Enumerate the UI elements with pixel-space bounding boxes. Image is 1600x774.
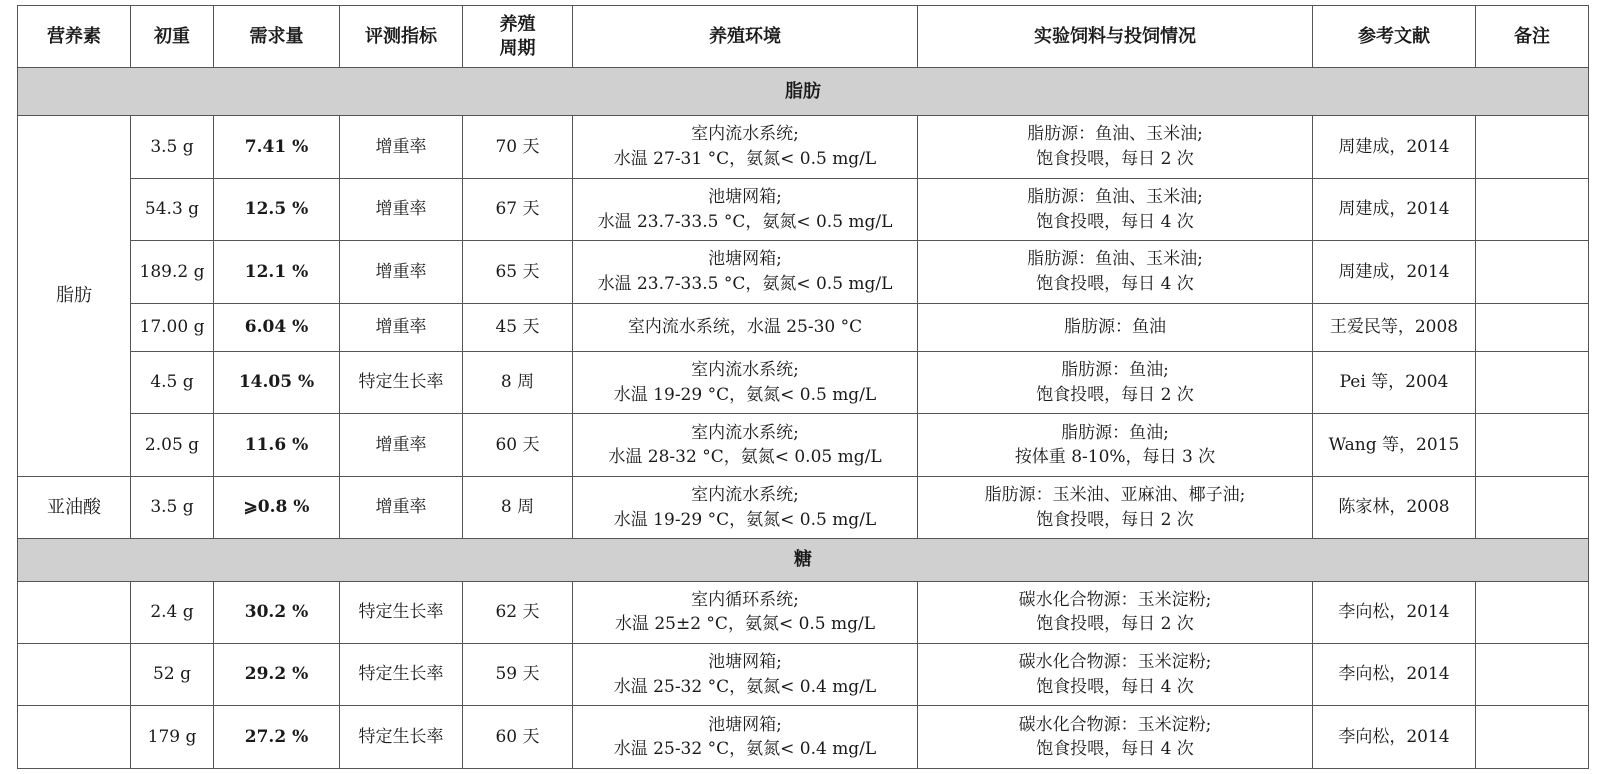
cell-requirement: 11.6 % xyxy=(214,414,340,476)
cell-note xyxy=(1476,178,1589,240)
table-row xyxy=(18,352,1589,414)
cell-reference: 李向松，2014 xyxy=(1313,644,1476,706)
cell-feed xyxy=(918,116,1313,178)
table-row xyxy=(18,241,1589,303)
feed-line-2: 饱食投喂，每日 2 次 xyxy=(1036,384,1194,405)
feed-line-1: 脂肪源：鱼油、玉米油; xyxy=(1027,249,1203,270)
cell-initial-weight: 3.5 g xyxy=(131,476,214,538)
feed-line-2: 饱食投喂，每日 4 次 xyxy=(1036,273,1194,294)
env-line-2: 水温 27-31 °C，氨氮< 0.5 mg/L xyxy=(613,149,877,170)
cell-initial-weight: 3.5 g xyxy=(131,116,214,178)
cell-metric: 特定生长率 xyxy=(340,644,463,706)
cell-requirement: ⩾0.8 % xyxy=(214,476,340,538)
env-line-1: 室内流水系统; xyxy=(691,422,799,443)
feed-line-1: 脂肪源：鱼油、玉米油; xyxy=(1027,186,1203,207)
cell-feed xyxy=(918,644,1313,706)
cell-note xyxy=(1476,303,1589,351)
cell-note xyxy=(1476,644,1589,706)
feed-line-1: 碳水化合物源：玉米淀粉; xyxy=(1018,714,1212,735)
header-reference: 参考文献 xyxy=(1313,6,1476,68)
cell-environment xyxy=(573,644,918,706)
cell-note xyxy=(1476,706,1589,769)
cell-environment xyxy=(573,116,918,178)
env-line-1: 池塘网箱; xyxy=(708,714,782,735)
nutrient-cell-empty xyxy=(18,706,131,769)
feed-line-2: 饱食投喂，每日 2 次 xyxy=(1036,614,1194,635)
cell-initial-weight: 189.2 g xyxy=(131,241,214,303)
cell-reference: Pei 等，2004 xyxy=(1313,352,1476,414)
cell-requirement: 12.5 % xyxy=(214,178,340,240)
table-row xyxy=(18,644,1589,706)
cell-reference: 李向松，2014 xyxy=(1313,706,1476,769)
cell-requirement: 29.2 % xyxy=(214,644,340,706)
cell-metric: 增重率 xyxy=(340,476,463,538)
cell-reference: 周建成，2014 xyxy=(1313,241,1476,303)
cell-environment xyxy=(573,706,918,769)
cell-cycle: 60 天 xyxy=(463,414,573,476)
feed-line-2: 按体重 8-10%，每日 3 次 xyxy=(1014,447,1216,468)
nutrient-cell-fat: 脂肪 xyxy=(18,116,131,477)
cell-reference: 王爱民等，2008 xyxy=(1313,303,1476,351)
cell-reference: 周建成，2014 xyxy=(1313,178,1476,240)
cell-environment xyxy=(573,476,918,538)
env-line-2: 水温 25±2 °C，氨氮< 0.5 mg/L xyxy=(614,614,876,635)
env-line-1: 室内流水系统; xyxy=(691,124,799,145)
feed-line-2: 饱食投喂，每日 4 次 xyxy=(1036,739,1194,760)
cell-feed xyxy=(918,476,1313,538)
header-requirement: 需求量 xyxy=(214,6,340,68)
cell-environment xyxy=(573,352,918,414)
cell-note xyxy=(1476,581,1589,643)
cell-requirement: 12.1 % xyxy=(214,241,340,303)
cell-cycle: 59 天 xyxy=(463,644,573,706)
env-line-2: 水温 19-29 °C，氨氮< 0.5 mg/L xyxy=(613,384,877,405)
cell-metric: 特定生长率 xyxy=(340,352,463,414)
cell-environment xyxy=(573,581,918,643)
env-line-1: 室内流水系统; xyxy=(691,360,799,381)
cell-metric: 特定生长率 xyxy=(340,581,463,643)
cell-feed xyxy=(918,706,1313,769)
cell-cycle: 8 周 xyxy=(463,476,573,538)
cell-environment xyxy=(573,414,918,476)
table-row xyxy=(18,303,1589,351)
feed-line-1: 脂肪源：鱼油; xyxy=(1061,422,1169,443)
cell-initial-weight: 17.00 g xyxy=(131,303,214,351)
table-row xyxy=(18,476,1589,538)
cell-initial-weight: 2.4 g xyxy=(131,581,214,643)
env-line-2: 水温 19-29 °C，氨氮< 0.5 mg/L xyxy=(613,509,877,530)
env-line-1: 池塘网箱; xyxy=(708,249,782,270)
env-line-2: 水温 23.7-33.5 °C，氨氮< 0.5 mg/L xyxy=(597,273,893,294)
env-line-2: 水温 25-32 °C，氨氮< 0.4 mg/L xyxy=(613,676,877,697)
cell-note xyxy=(1476,414,1589,476)
nutrient-cell-empty xyxy=(18,644,131,706)
header-feed: 实验饲料与投饲情况 xyxy=(918,6,1313,68)
cell-requirement: 14.05 % xyxy=(214,352,340,414)
cell-initial-weight: 2.05 g xyxy=(131,414,214,476)
nutrient-requirement-table xyxy=(17,5,1589,769)
cell-environment xyxy=(573,241,918,303)
table-row xyxy=(18,581,1589,643)
cell-requirement: 27.2 % xyxy=(214,706,340,769)
cell-initial-weight: 179 g xyxy=(131,706,214,769)
feed-line-1: 脂肪源：鱼油、玉米油; xyxy=(1027,124,1203,145)
cell-cycle: 65 天 xyxy=(463,241,573,303)
cell-metric: 增重率 xyxy=(340,241,463,303)
table-row xyxy=(18,178,1589,240)
cell-reference: Wang 等，2015 xyxy=(1313,414,1476,476)
section-row-sugar xyxy=(18,539,1589,581)
header-initial-weight: 初重 xyxy=(131,6,214,68)
cell-environment: 室内流水系统，水温 25-30 °C xyxy=(573,303,918,351)
cell-note xyxy=(1476,116,1589,178)
nutrient-cell-linoleic-acid: 亚油酸 xyxy=(18,476,131,538)
header-note: 备注 xyxy=(1476,6,1589,68)
table-row xyxy=(18,116,1589,178)
env-line-1: 室内循环系统; xyxy=(691,589,799,610)
env-line-1: 室内流水系统; xyxy=(691,484,799,505)
cell-metric: 增重率 xyxy=(340,303,463,351)
cell-metric: 增重率 xyxy=(340,414,463,476)
feed-line-2: 饱食投喂，每日 4 次 xyxy=(1036,211,1194,232)
cell-requirement: 7.41 % xyxy=(214,116,340,178)
cell-feed xyxy=(918,178,1313,240)
cell-feed: 脂肪源：鱼油 xyxy=(918,303,1313,351)
cell-initial-weight: 4.5 g xyxy=(131,352,214,414)
feed-line-1: 碳水化合物源：玉米淀粉; xyxy=(1018,589,1212,610)
cell-note xyxy=(1476,241,1589,303)
header-nutrient: 营养素 xyxy=(18,6,131,68)
cell-cycle: 45 天 xyxy=(463,303,573,351)
feed-line-1: 碳水化合物源：玉米淀粉; xyxy=(1018,652,1212,673)
header-cycle-line-2: 周期 xyxy=(499,37,536,59)
cell-cycle: 67 天 xyxy=(463,178,573,240)
cell-reference: 李向松，2014 xyxy=(1313,581,1476,643)
header-cycle-line-1: 养殖 xyxy=(499,14,536,36)
header-environment: 养殖环境 xyxy=(573,6,918,68)
cell-requirement: 6.04 % xyxy=(214,303,340,351)
cell-reference: 周建成，2014 xyxy=(1313,116,1476,178)
cell-cycle: 8 周 xyxy=(463,352,573,414)
cell-metric: 增重率 xyxy=(340,116,463,178)
cell-note xyxy=(1476,476,1589,538)
cell-cycle: 60 天 xyxy=(463,706,573,769)
env-line-2: 水温 23.7-33.5 °C，氨氮< 0.5 mg/L xyxy=(597,211,893,232)
env-line-1: 池塘网箱; xyxy=(708,186,782,207)
header-cycle xyxy=(463,6,573,68)
table-row xyxy=(18,414,1589,476)
cell-feed xyxy=(918,414,1313,476)
nutrient-cell-empty xyxy=(18,581,131,643)
feed-line-2: 饱食投喂，每日 2 次 xyxy=(1036,509,1194,530)
env-line-1: 池塘网箱; xyxy=(708,652,782,673)
feed-line-1: 脂肪源：鱼油; xyxy=(1061,360,1169,381)
cell-initial-weight: 52 g xyxy=(131,644,214,706)
env-line-2: 水温 28-32 °C，氨氮< 0.05 mg/L xyxy=(608,447,882,468)
header-row xyxy=(18,6,1589,68)
section-title-fat: 脂肪 xyxy=(18,68,1589,116)
feed-line-1: 脂肪源：玉米油、亚麻油、椰子油; xyxy=(984,484,1246,505)
section-title-sugar: 糖 xyxy=(18,539,1589,581)
cell-feed xyxy=(918,352,1313,414)
cell-cycle: 62 天 xyxy=(463,581,573,643)
cell-initial-weight: 54.3 g xyxy=(131,178,214,240)
env-line-2: 水温 25-32 °C，氨氮< 0.4 mg/L xyxy=(613,739,877,760)
cell-metric: 特定生长率 xyxy=(340,706,463,769)
cell-metric: 增重率 xyxy=(340,178,463,240)
cell-feed xyxy=(918,581,1313,643)
feed-line-2: 饱食投喂，每日 2 次 xyxy=(1036,149,1194,170)
feed-line-2: 饱食投喂，每日 4 次 xyxy=(1036,676,1194,697)
cell-note xyxy=(1476,352,1589,414)
header-metric: 评测指标 xyxy=(340,6,463,68)
cell-feed xyxy=(918,241,1313,303)
cell-requirement: 30.2 % xyxy=(214,581,340,643)
cell-cycle: 70 天 xyxy=(463,116,573,178)
section-row-fat xyxy=(18,68,1589,116)
table-row xyxy=(18,706,1589,769)
cell-reference: 陈家林，2008 xyxy=(1313,476,1476,538)
cell-environment xyxy=(573,178,918,240)
